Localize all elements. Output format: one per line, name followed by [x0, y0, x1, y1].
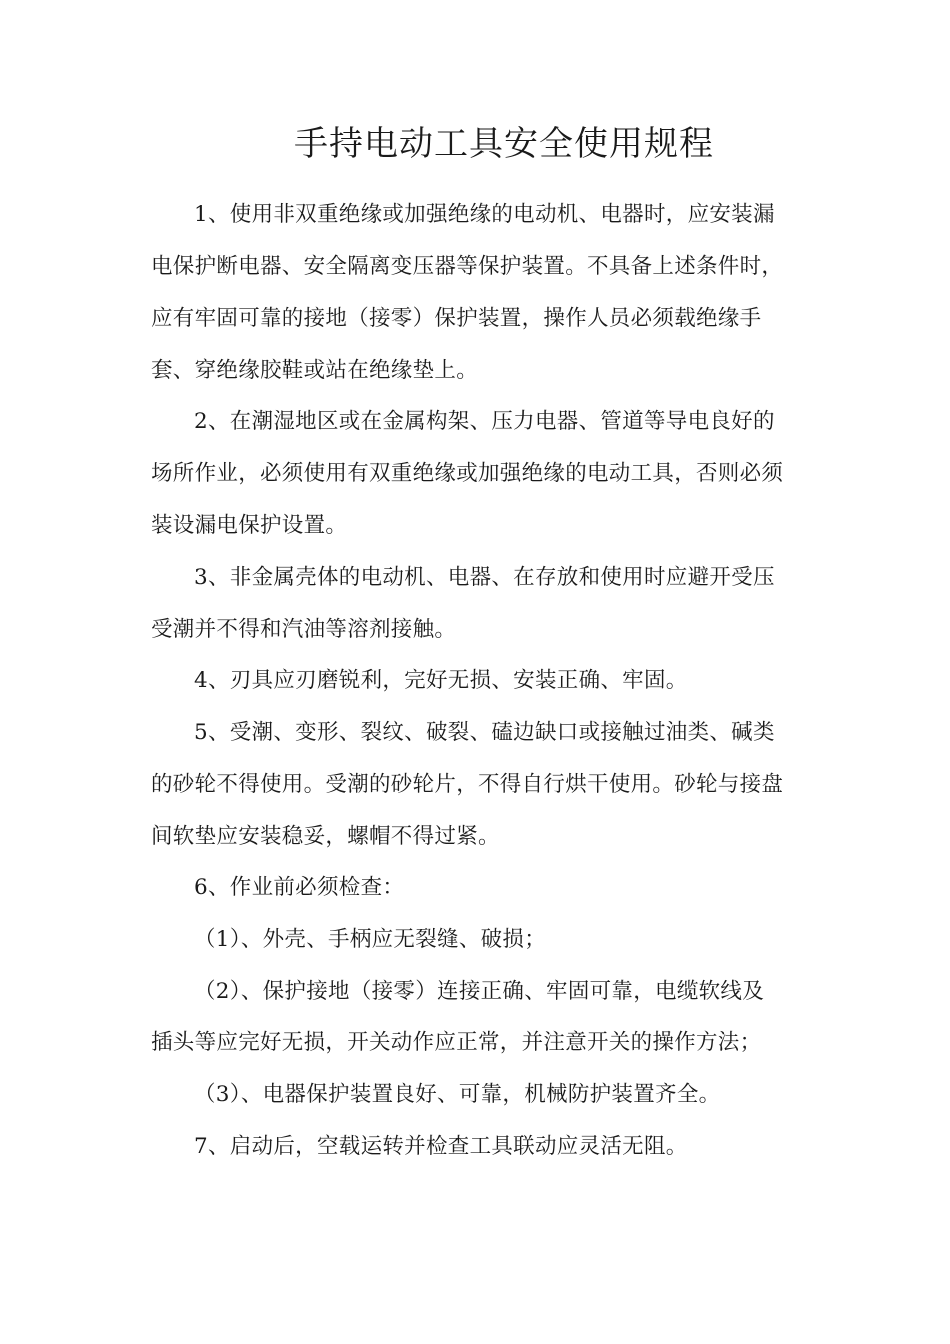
- paragraph-7-line-1: 7、启动后，空载运转并检查工具联动应灵活无阻。: [194, 1134, 688, 1159]
- paragraph-5-line-2: 的砂轮不得使用。受潮的砂轮片，不得自行烘干使用。砂轮与接盘: [151, 772, 784, 797]
- paragraph-1-line-1: 1、使用非双重绝缘或加强绝缘的电动机、电器时，应安装漏: [194, 202, 775, 227]
- paragraph-5-line-3: 间软垫应安装稳妥，螺帽不得过紧。: [151, 824, 500, 849]
- paragraph-1-line-4: 套、穿绝缘胶鞋或站在绝缘垫上。: [151, 358, 479, 383]
- paragraph-3-line-1: 3、非金属壳体的电动机、电器、在存放和使用时应避开受压: [194, 565, 775, 590]
- paragraph-3-line-2: 受潮并不得和汽油等溶剂接触。: [151, 617, 457, 642]
- paragraph-2-line-2: 场所作业，必须使用有双重绝缘或加强绝缘的电动工具，否则必须: [151, 461, 784, 486]
- paragraph-1-line-2: 电保护断电器、安全隔离变压器等保护装置。不具备上述条件时，: [151, 254, 784, 279]
- checklist-item-2-line-2: 插头等应完好无损，开关动作应正常，并注意开关的操作方法；: [151, 1030, 762, 1055]
- paragraph-6-line-1: 6、作业前必须检查：: [194, 875, 405, 900]
- checklist-item-3: （3）、电器保护装置良好、可靠，机械防护装置齐全。: [194, 1082, 721, 1107]
- document-title: 手持电动工具安全使用规程: [294, 124, 714, 164]
- checklist-item-1: （1）、外壳、手柄应无裂缝、破损；: [194, 927, 547, 952]
- checklist-item-2-line-1: （2）、保护接地（接零）连接正确、牢固可靠，电缆软线及: [194, 979, 765, 1004]
- paragraph-5-line-1: 5、受潮、变形、裂纹、破裂、磕边缺口或接触过油类、碱类: [194, 720, 775, 745]
- paragraph-2-line-1: 2、在潮湿地区或在金属构架、压力电器、管道等导电良好的: [194, 409, 775, 434]
- paragraph-1-line-3: 应有牢固可靠的接地（接零）保护装置，操作人员必须载绝缘手: [151, 306, 762, 331]
- paragraph-2-line-3: 装设漏电保护设置。: [151, 513, 348, 538]
- paragraph-4-line-1: 4、刃具应刃磨锐利，完好无损、安装正确、牢固。: [194, 668, 688, 693]
